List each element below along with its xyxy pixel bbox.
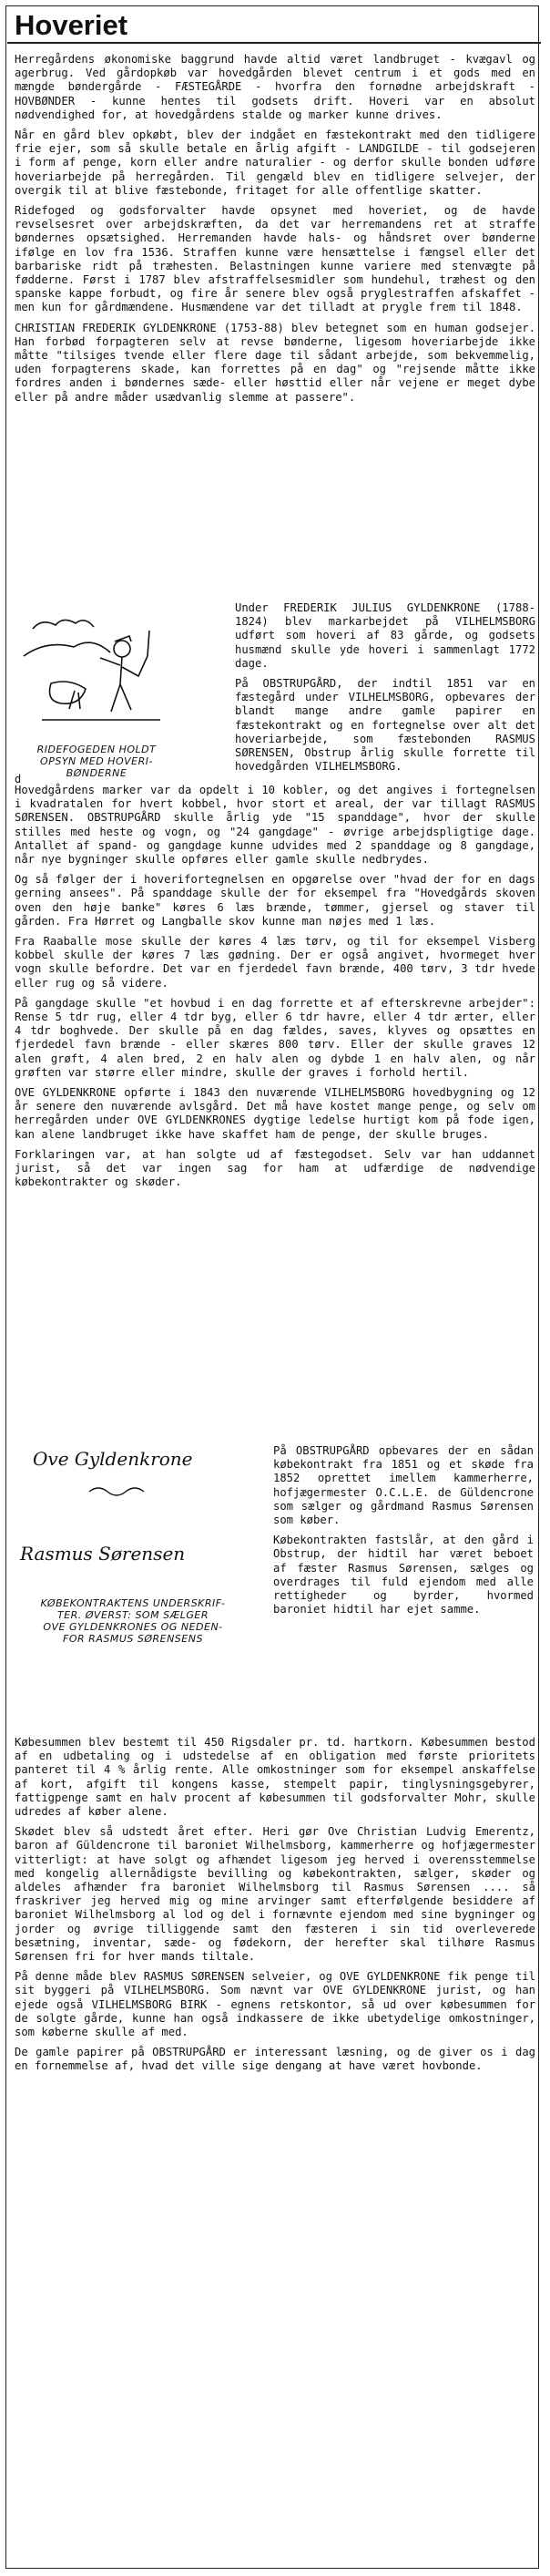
paragraph-8: Og så følger der i hoverifortegnelsen en opgørelse over "hvad der for en dags gerning ansees". På spanddage skulle der for eksempel fra "Hovedgårds skoven oven den høje banke" køres 6 læs brænde, tømmer, gjersel og staver til gården. Fra Hørret og Langballe skov kunne man nøjes med 1 læs. xyxy=(15,873,535,928)
paragraph-15: Købesummen blev bestemt til 450 Rigsdaler pr. td. hartkorn. Købesummen bestod af en udbetaling og i udstedelse af en obligation med første prioritets panteret til 4 % årlig rente. Alle omkostninger som for eksempel anskaffelse af kort, afgift til kongens kasse, stempelt papir, tinglysningsgebyrer, fattigpenge samt en halv procent af købesummen til godsforvalter Mohr, skulle udredes af køber alene. xyxy=(15,1736,535,1819)
right-column-text-2 xyxy=(273,1444,534,1623)
paragraph-1: Herregårdens økonomiske baggrund havde altid været landbruget - kvægavl og agerbrug. Ved gårdopkøb var hovedgården blevet centrum i et gods med en mængde bøndergårde - FÆSTEGÅRDE - hvorfra den fornødne arbejdskraft - HOVBØNDER - kunne hentes til godsets drift. Hoveri var en absolut nødvendighed for, at hovedgårdens stalde og marker kunne drives. xyxy=(15,53,535,121)
right-column-text xyxy=(235,601,535,780)
paragraph-13: På OBSTRUPGÅRD opbevares der en sådan købekontrakt fra 1851 og et skøde fra 1852 oprettet imellem kammerherre, hofjægermester O.C.L.E. de Güldencrone som sælger og gårdmand Rasmus Sørensen som køber. xyxy=(273,1444,534,1527)
illustration-caption: RIDEFOGEDEN HOLDT OPSYN MED HOVERI- BØNDERNE xyxy=(36,744,157,779)
flourish-icon xyxy=(87,1481,151,1499)
corner-mark: d xyxy=(15,773,22,785)
signatures-block xyxy=(15,1444,260,1718)
signature-caption: KØBEKONTRAKTENS UNDERSKRIF- TER. ØVERST: SOM SÆLGER OVE GYLDENKRONES OG NEDEN- FOR RASMUS SØRENSENS xyxy=(40,1597,226,1645)
paragraph-10: På gangdage skulle "et hovbud i en dag forrette et af efterskrevne arbejder": Rense 5 tdr rug, eller 4 tdr byg, eller 6 tdr havre, eller 4 tdr ærter, eller 4 tdr boghvede. Der skulle på en dag fældes, saves, klyves og opsættes en fjerdedel favn brænde - eller skæres 800 tørv. Eller der skulle graves 12 alen grøft, 4 alen bred, 2 en halv alen og dybde 1 en halv alen, og når grøften var større eller mindre, skulle der graves i forhold hertil. xyxy=(15,996,535,1079)
paragraph-3: Ridefoged og godsforvalter havde opsynet med hoveriet, og de havde revselsesret over arbejdskræften, da det var herremandens ret at straffe bøndernes opsætsighed. Herremanden havde hals- og håndsret over bønderne ifølge en lov fra 1536. Straffen kunne være hensættelse i fængsel eller det barbariske ridt på træhesten. Belastningen kunne variere med stenvægte på fødderne. Først i 1787 blev afstraffelsesmidler som hundehul, træhest og den spanske kappe forbudt, og fire år senere blev også pryglestraffen afskaffet - men kun for gårdmændene. Husmændene var det tilladt at prygle frem til 1848. xyxy=(15,204,535,314)
paragraph-16: Skødet blev så udstedt året efter. Heri gør Ove Christian Ludvig Emerentz, baron af Güldencrone til baroniet Wilhelmsborg, kammerherre og hofjægermester vitterligt: at have solgt og afhændet ligesom jeg herved i overensstemmelse med kongelig allernådigste bevilling og købekontrakten, sælger, skøder og aldeles afhænder fra baroniet Wilhelmsborg til Rasmus Sørensen .... så fraskriver jeg herved mig og mine arvinger samt efterfølgende besiddere af baroniet Wilhelmsborg al lod og del i fornævnte ejendom med sine bygninger og jorder og øvrige tilliggende samt den fæsteren i sin tid overleverede besætning, inventar, sæde- og fødekorn, der herefter skal tilhøre Rasmus Sørensen fri for hver mands tiltale. xyxy=(15,1825,535,1964)
intro-text xyxy=(15,53,535,411)
ridefoged-illustration xyxy=(15,601,178,779)
paragraph-11: OVE GYLDENKRONE opførte i 1843 den nuværende VILHELMSBORG hovedbygning og 12 år senere den nuværende avlsgård. Det må have kostet mange penge, og selv om herregården under OVE GYLDENKRONES dygtige ledelse hurtigt kom på fode igen, kan alene landbruget ikke have skaffet ham de penge, der skulle bruges. xyxy=(15,1086,535,1141)
paragraph-2: Når en gård blev opkøbt, blev der indgået en fæstekontrakt med den tidligere frie ejer, som så skulle betale en årlig afgift - LANDGILDE - til godsejeren i form af penge, korn eller andre naturalier - og derfor skulle bonden udføre hoveriarbejde på herregården. Til gengæld blev en tidligere selvejer, der overgik til at blive fæstebonde, fritaget for alle offentlige skatter. xyxy=(15,128,535,197)
page-title: Hoveriet xyxy=(7,7,541,44)
paragraph-9: Fra Raaballe mose skulle der køres 4 læs tørv, og til for eksempel Visberg kobbel skulle der køres 7 læs gødning. Der er også angivet, hvormeget hver vogn skulle befordre. Det var en fjerdedel favn brænde, 400 tørv, 3 tdr hvede eller rug og så videre. xyxy=(15,935,535,990)
ridefoged-drawing-icon xyxy=(15,601,178,738)
paragraph-14: Købekontrakten fastslår, at den gård i Obstrup, der hidtil har været beboet af fæster Rasmus Sørensen, sælges og overdrages til fuld ejendom med alle rettigheder og byrder, hvormed baroniet hidtil har ejet samme. xyxy=(273,1534,534,1616)
paragraph-4: CHRISTIAN FREDERIK GYLDENKRONE (1753-88) blev betegnet som en human godsejer. Han forbød forpagteren selv at revse bønderne, ligesom hoveriarbejde ikke måtte "tilsiges tvende eller flere dage til sådant arbejde, som bekvemmelig, uden forpagterens skade, kan forrettes på en dag" og "rejsende måtte ikke fordres anden i bøndernes sæde- eller høsttid eller når vejene er meget dybe eller på andre måder usædvanlig slemme at passere". xyxy=(15,321,535,404)
signature-buyer: Rasmus Sørensen xyxy=(20,1543,186,1565)
paragraph-7: Hovedgårdens marker var da opdelt i 10 kobler, og det angives i fortegnelsen i kvadratalen for hvert kobbel, hvor stort et areal, der var tillagt RASMUS SØRENSEN. OBSTRUPGÅRD skulle årlig yde "15 spanddage", hvor der skulle stilles med heste og vogn, og "24 gangdage" - øvrige arbejdspligtige dage. Antallet af spand- og gangdage kunne udvides med 2 spanddage og 8 gangdage, når nye bygninger skulle opføres eller gamle skulle nedbrydes. xyxy=(15,784,535,867)
paragraph-18: De gamle papirer på OBSTRUPGÅRD er interessant læsning, og de giver os i dag en fornemmelse af, hvad det ville sige dengang at have været hovbonde. xyxy=(15,2046,535,2073)
paragraph-12: Forklaringen var, at han solgte ud af fæstegodset. Selv var han uddannet jurist, så det var ingen sag for ham at udfærdige de nødvendige købekontrakter og skøder. xyxy=(15,1147,535,1189)
paragraph-17: På denne måde blev RASMUS SØRENSEN selveier, og OVE GYLDENKRONE fik penge til sit byggeri på VILHELMSBORG. Som nævnt var OVE GYLDENKRONE jurist, og han ejede også VILHELMSBORG BIRK - egnens retskontor, så ud over købesummen for de solgte gårde, kunne han også indkassere de ikke ubetydelige omkostninger, som køberne skulle af med. xyxy=(15,1970,535,2039)
paragraph-5: Under FREDERIK JULIUS GYLDENKRONE (1788-1824) blev markarbejdet på VILHELMSBORG udført som hoveri af 83 gårde, og godsets husmænd skulle yde hoveri i sammenlagt 1772 dage. xyxy=(235,601,535,670)
signature-seller: Ove Gyldenkrone xyxy=(33,1448,193,1470)
middle-text xyxy=(15,784,535,1196)
closing-text xyxy=(15,1736,535,2080)
paragraph-6: På OBSTRUPGÅRD, der indtil 1851 var en fæstegård under VILHELMSBORG, opbevares der blandt mange andre gamle papirer en fæstekontrakt og en fortegnelse over alt det hoveriarbejde, som fæstebonden RASMUS SØRENSEN, Obstrup årlig skulle forrette til hovedgården VILHELMSBORG. xyxy=(235,677,535,774)
